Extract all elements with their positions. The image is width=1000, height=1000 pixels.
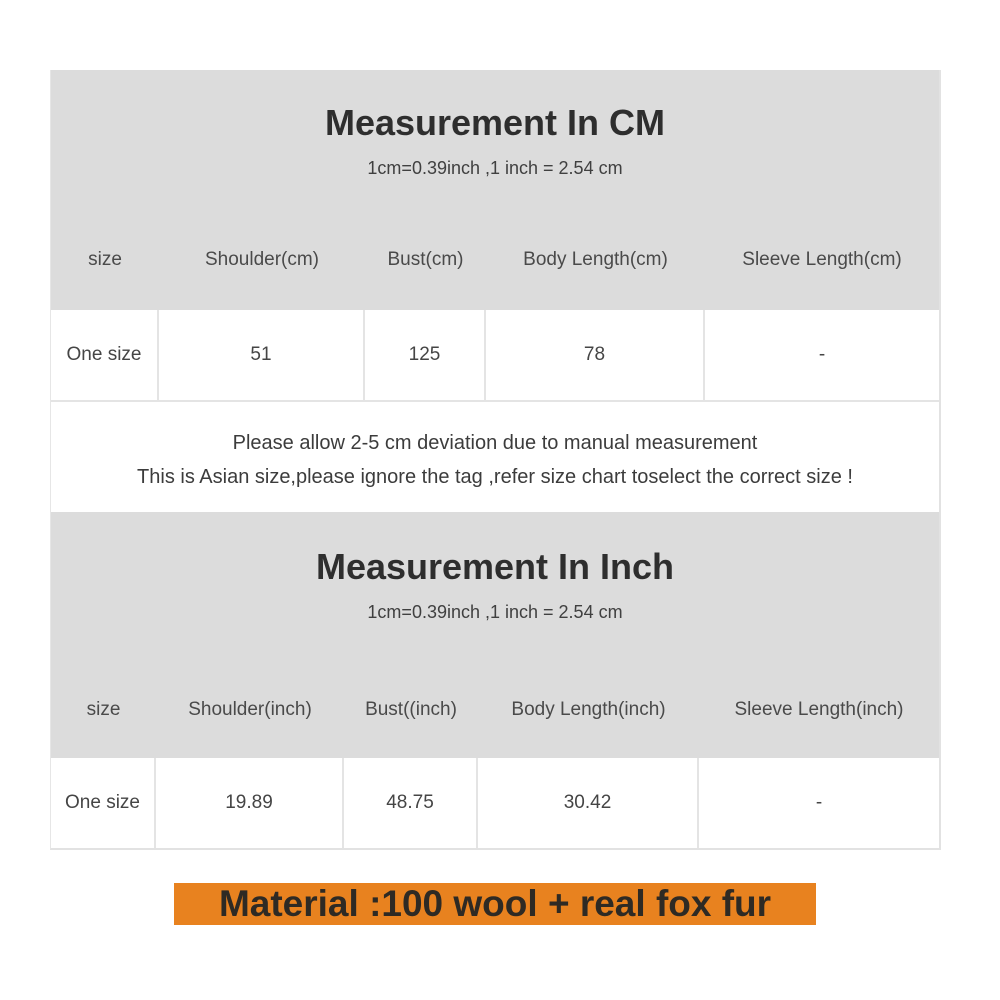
measurement-notes — [51, 400, 939, 512]
material-banner: Material :100 wool + real fox fur — [174, 883, 816, 925]
cm-header-size: size — [88, 249, 122, 270]
cm-cell-bust: 125 — [365, 310, 486, 400]
cm-conversion-note: 1cm=0.39inch ,1 inch = 2.54 cm — [367, 158, 623, 178]
cm-cell-shoulder: 51 — [159, 310, 365, 400]
inch-cell-shoulder: 19.89 — [156, 758, 344, 848]
cm-cell-sleeve-length: - — [818, 344, 826, 365]
inch-cell-bust: 48.75 — [344, 758, 478, 848]
size-chart — [50, 70, 941, 850]
cm-header-band — [51, 70, 939, 310]
inch-header-size: size — [86, 699, 121, 720]
cm-cell-size: One size — [51, 310, 159, 400]
cm-column-headers — [51, 240, 939, 280]
cm-title: Measurement In CM — [324, 102, 666, 143]
inch-header-bust: Bust((inch) — [365, 699, 457, 720]
asian-size-note: This is Asian size,please ignore the tag ,refer size chart toselect the correct size ! — [137, 466, 853, 488]
inch-header-shoulder: Shoulder(inch) — [188, 699, 312, 720]
inch-header-band — [51, 512, 939, 758]
cm-table-row — [51, 310, 939, 400]
cm-header-shoulder: Shoulder(cm) — [204, 249, 320, 270]
cm-header-bust: Bust(cm) — [387, 249, 464, 270]
inch-cell-size: One size — [51, 758, 156, 848]
cm-header-sleeve-length: Sleeve Length(cm) — [742, 249, 902, 270]
inch-header-body-length: Body Length(inch) — [511, 699, 666, 720]
deviation-note: Please allow 2-5 cm deviation due to manual measurement — [232, 432, 758, 454]
inch-header-sleeve-length: Sleeve Length(inch) — [734, 699, 904, 720]
inch-column-headers — [51, 690, 939, 730]
inch-table-row — [51, 758, 939, 848]
inch-cell-sleeve-length: - — [815, 792, 823, 813]
inch-title: Measurement In Inch — [315, 546, 675, 587]
cm-header-body-length: Body Length(cm) — [523, 249, 668, 270]
inch-cell-body-length: 30.42 — [478, 758, 699, 848]
inch-conversion-note: 1cm=0.39inch ,1 inch = 2.54 cm — [367, 602, 623, 622]
cm-cell-body-length: 78 — [486, 310, 705, 400]
